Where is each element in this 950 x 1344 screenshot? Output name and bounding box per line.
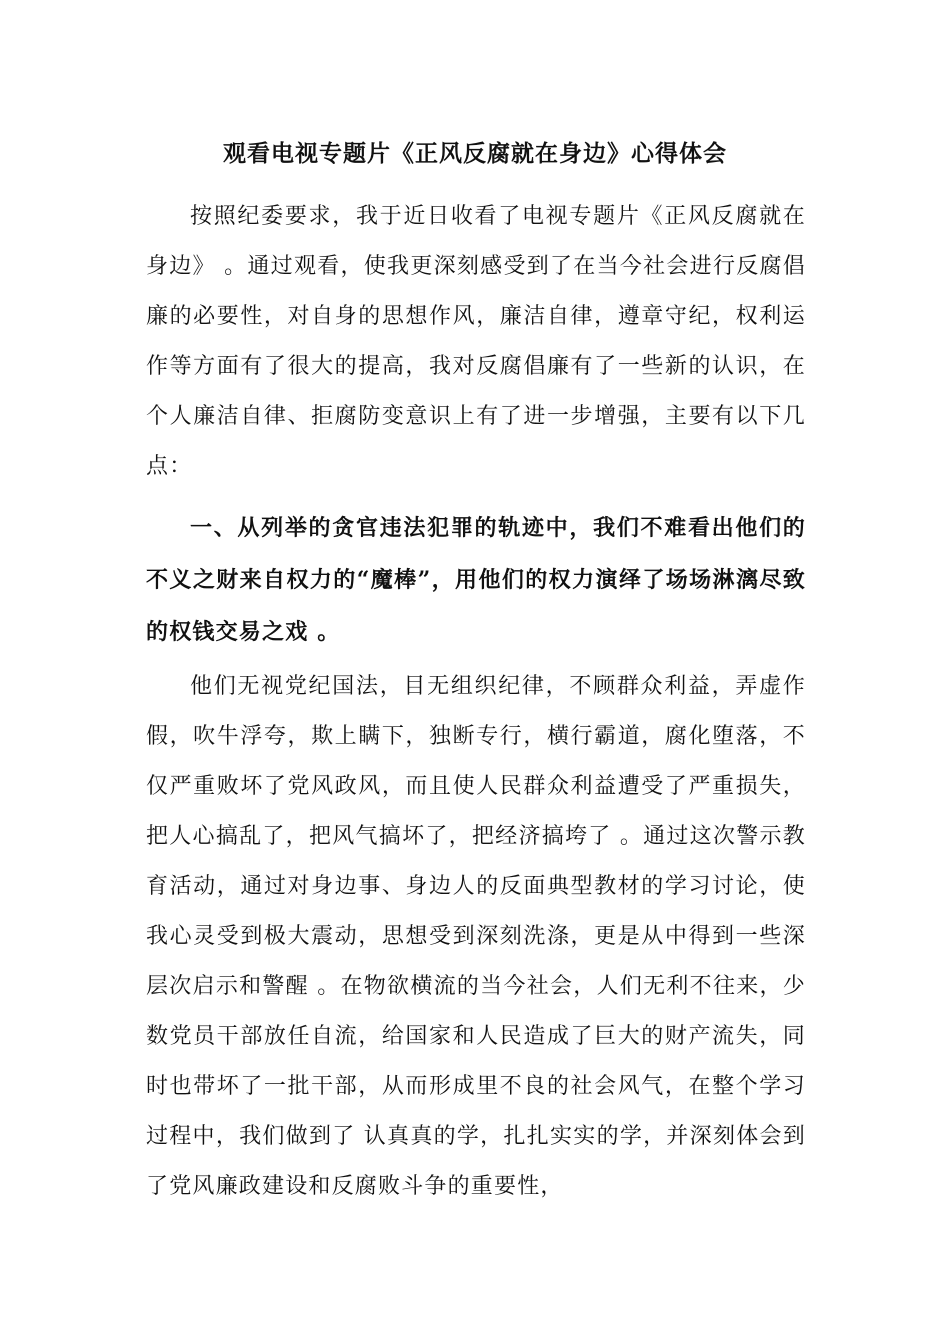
body-paragraph: 他们无视党纪国法，目无组织纪律，不顾群众利益，弄虚作假，吹牛浮夸，欺上瞒下，独断专行，横行霸道，腐化堕落，不仅严重败坏了党风政风，而且使人民群众利益遭受了严重损失，把人心搞乱了，把风气搞坏了，把经济搞垮了 。通过这次警示教育活动，通过对身边事、身边人的反面典型教材的学习讨论，使我心灵受到极大震动，思想受到深刻洗涤，更是从中得到一些深层次启示和警醒 。在物欲横流的当今社会，人们无利不往来，少数党员干部放任自流，给国家和人民造成了巨大的财产流失，同时也带坏了一批干部，从而形成里不良的社会风气，在整个学习过程中，我们做到了 认真真的学，扎扎实实的学，并深刻体会到了党风廉政建设和反腐败斗争的重要性， bbox=[146, 674, 806, 1199]
intro-paragraph: 按照纪委要求，我于近日收看了电视专题片《正风反腐就在身边》 。通过观看，使我更深刻感受到了在当今社会进行反腐倡廉的必要性，对自身的思想作风，廉洁自律，遵章守纪，权利运作等方面有了很大的提高，我对反腐倡廉有了一些新的认识，在个人廉洁自律、拒腐防变意识上有了进一步增强，主要有以下几点： bbox=[146, 204, 806, 479]
document-title: 观看电视专题片《正风反腐就在身边》心得体会 bbox=[223, 140, 727, 167]
section-heading-1: 一、从列举的贪官违法犯罪的轨迹中，我们不难看出他们的不义之财来自权力的“魔棒”，用他们的权力演绎了场场淋漓尽致的权钱交易之戏 。 bbox=[146, 515, 806, 645]
document-body bbox=[146, 192, 806, 1212]
